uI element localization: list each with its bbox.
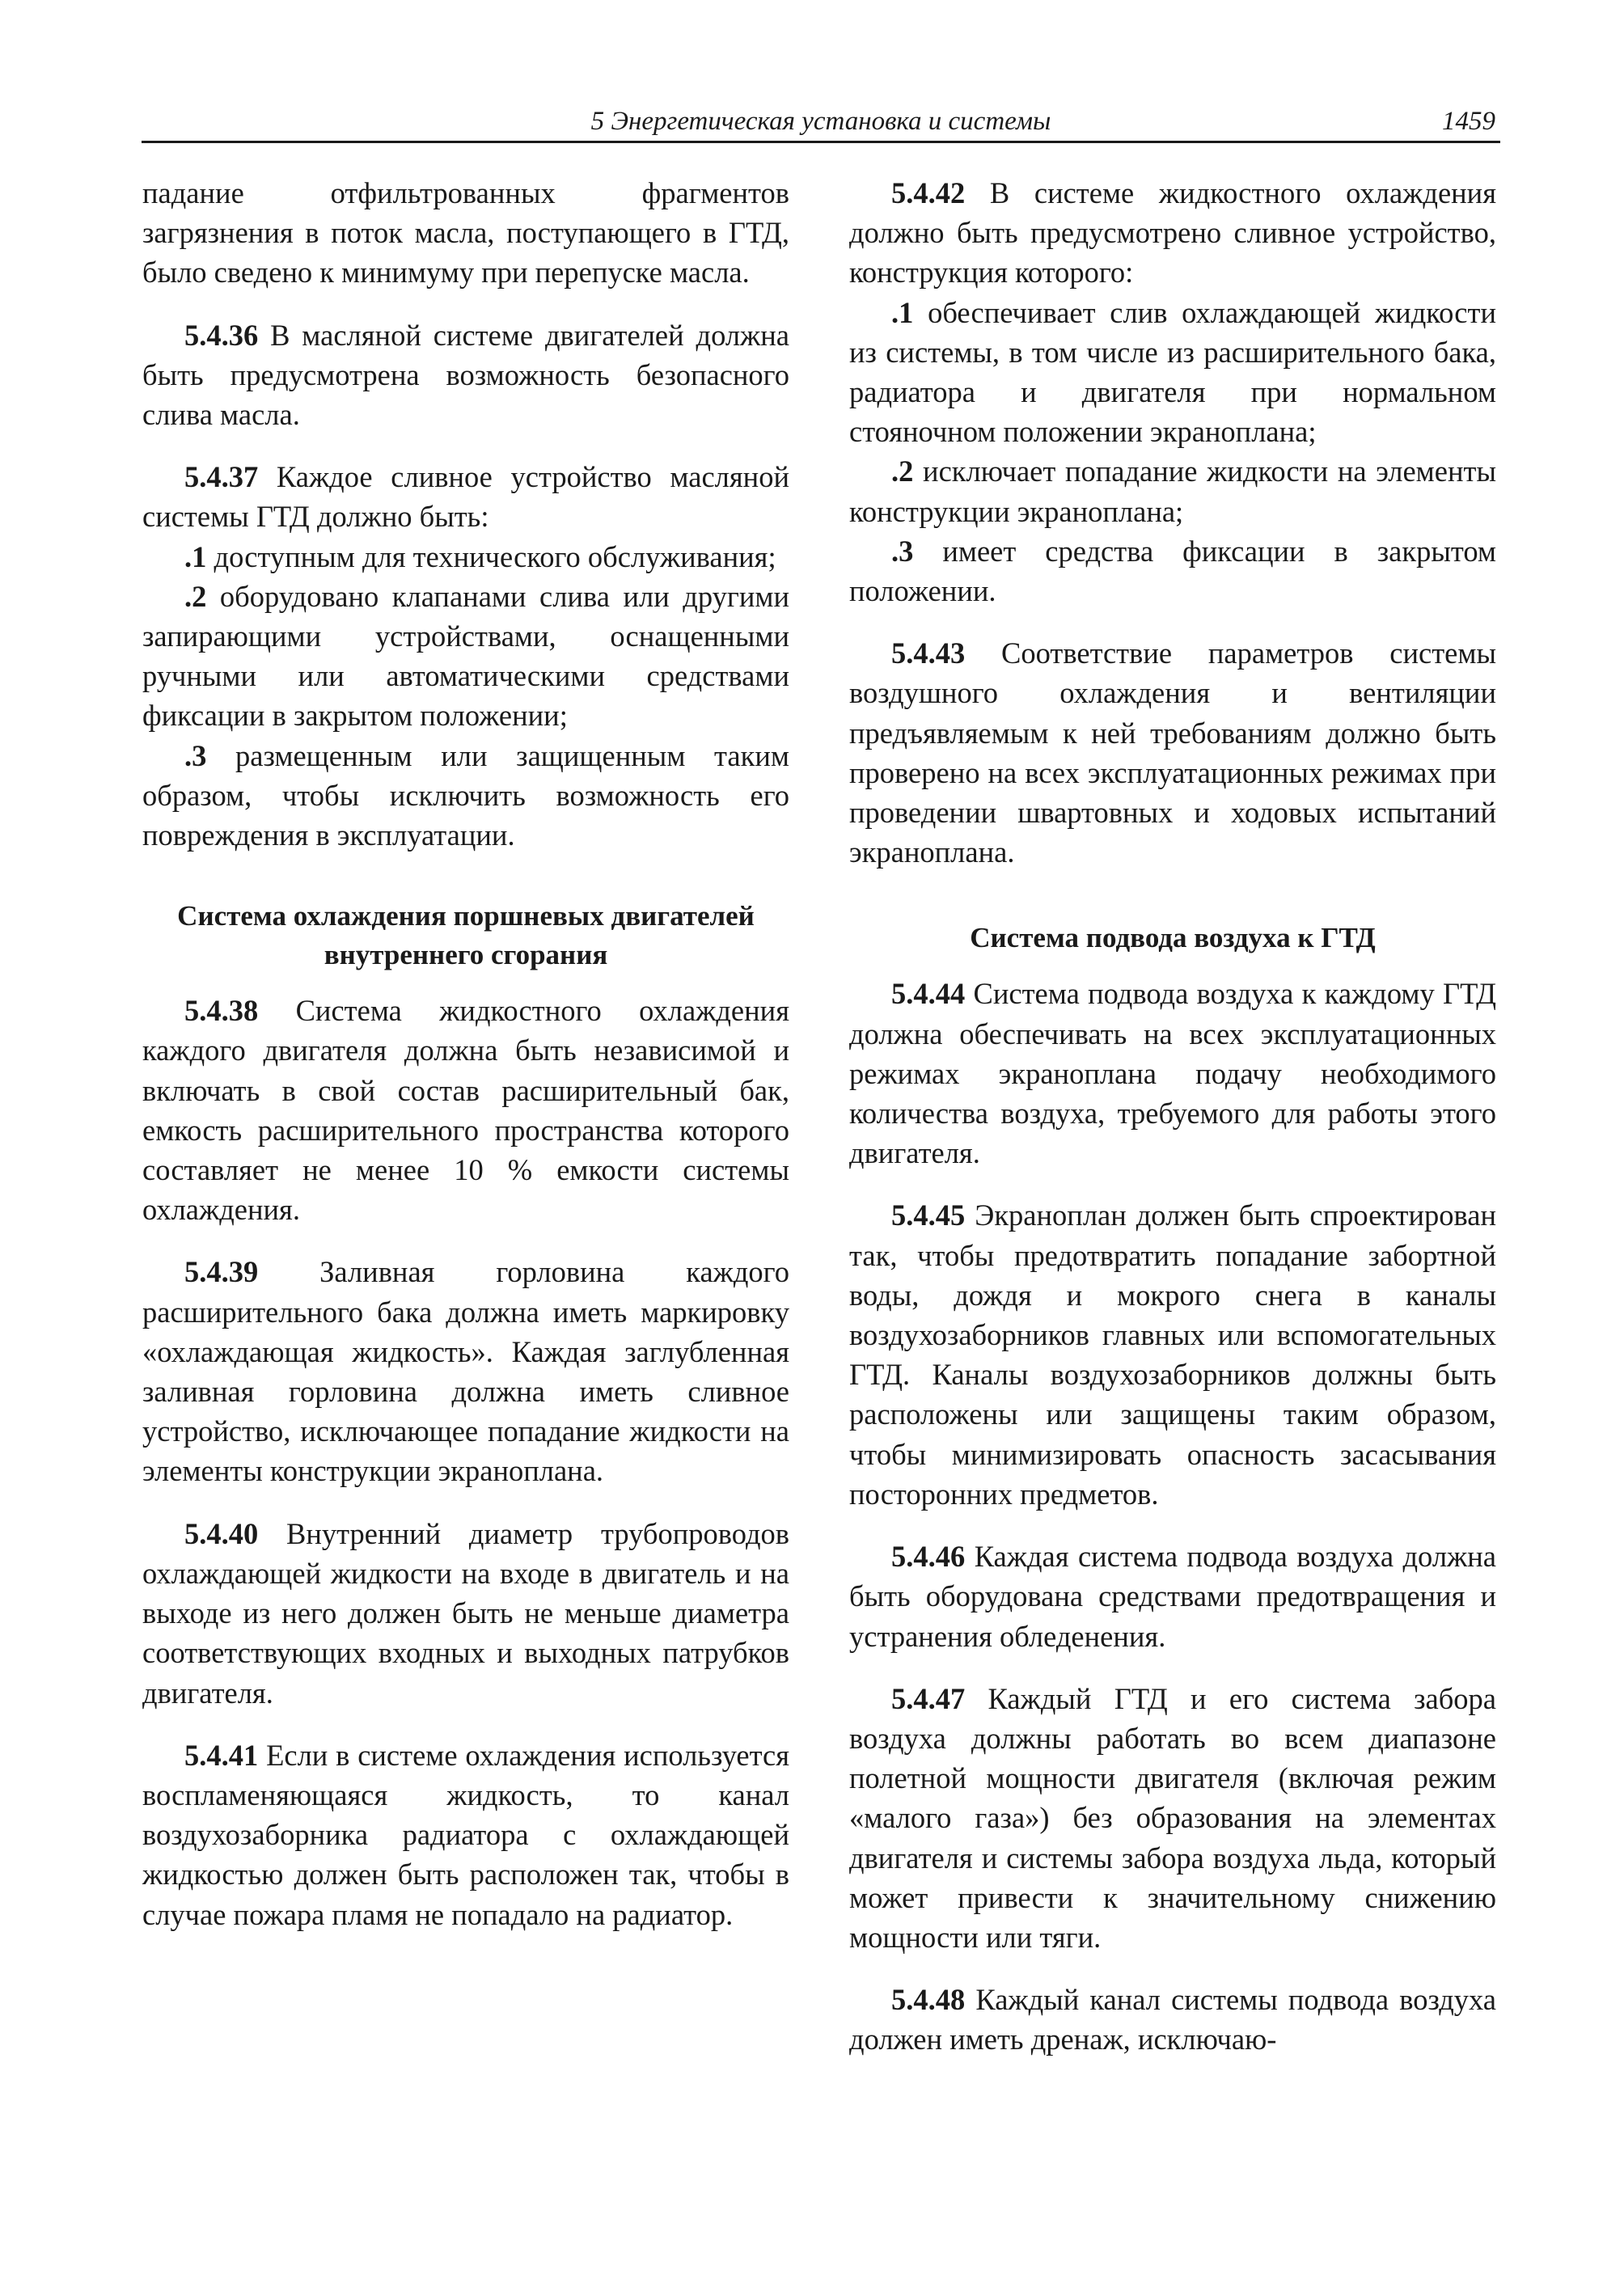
clause-number: 5.4.36 bbox=[184, 318, 259, 352]
item-text: доступным для технического обслуживания; bbox=[206, 539, 776, 573]
clause-text: Экраноплан должен быть спроектирован так, чтобы предотвратить попадание забортной воды, дождя и мокрого снега в каналы воздухозаборников главных или вспомогательных ГТД. Каналы воздухозаборников должны быть расположены или защищены таким образом, чтобы минимизировать опасность засасывания посторонних предметов. bbox=[849, 1198, 1496, 1511]
clause-5-4-37 bbox=[142, 457, 789, 536]
clause-5-4-36 bbox=[142, 315, 789, 435]
item-text: имеет средства фиксации в закрытом положении. bbox=[849, 534, 1496, 608]
left-column bbox=[142, 173, 789, 1934]
clause-number: 5.4.48 bbox=[891, 1983, 966, 2017]
clause-5-4-43 bbox=[849, 633, 1496, 872]
clause-5-4-37-item-1 bbox=[142, 537, 789, 577]
clause-5-4-39 bbox=[142, 1252, 789, 1490]
item-number: .3 bbox=[891, 534, 914, 568]
header-title: 5 Энергетическая установка и системы bbox=[590, 107, 1051, 136]
clause-text: Каждый ГТД и его система забора воздуха должны работать во всем диапазоне полетной мощности двигателя (включая режим «малого газа») без образования на элементах двигателя и системы забора воздуха льда, который может привести к значительному снижению мощности или тяги. bbox=[849, 1681, 1496, 1954]
clause-number: 5.4.39 bbox=[184, 1255, 259, 1289]
clause-5-4-42-item-1 bbox=[849, 293, 1496, 452]
clause-number: 5.4.38 bbox=[184, 994, 259, 1028]
item-text: размещенным или защищенным таким образом, чтобы исключить возможность его повреждения в эксплуатации. bbox=[142, 738, 789, 852]
section-heading-air-intake: Система подвода воздуха к ГТД bbox=[970, 922, 1376, 954]
clause-text: Заливная горловина каждого расширительного бака должна иметь маркировку «охлаждающая жидкость». Каждая заглубленная заливная горловина должна иметь сливное устройство, исключающее попадание жидкости на элементы конструкции экраноплана. bbox=[142, 1255, 789, 1488]
clause-5-4-46 bbox=[849, 1536, 1496, 1656]
clause-5-4-41 bbox=[142, 1735, 789, 1934]
clause-text: Система жидкостного охлаждения каждого двигателя должна быть независимой и включать в свой состав расширительный бак, емкость расширительного пространства которого составляет не менее 10 % емкости системы охлаждения. bbox=[142, 994, 789, 1227]
clause-text: Каждое сливное устройство масляной системы ГТД должно быть: bbox=[142, 460, 789, 534]
item-number: .1 bbox=[891, 295, 914, 329]
right-column bbox=[849, 173, 1496, 2060]
clause-number: 5.4.42 bbox=[891, 176, 966, 209]
clause-number: 5.4.45 bbox=[891, 1198, 966, 1232]
clause-text: Система подвода воздуха к каждому ГТД должна обеспечивать на всех эксплуатационных режимах экраноплана подачу необходимого количества воздуха, требуемого для работы этого двигателя. bbox=[849, 977, 1496, 1170]
section-heading-cooling: Система охлаждения поршневых двигателей внутреннего сгорания bbox=[177, 900, 755, 971]
clause-number: 5.4.41 bbox=[184, 1738, 259, 1772]
item-text: оборудовано клапанами слива или другими запирающими устройствами, оснащенными ручными или автоматическими средствами фиксации в закрытом положении; bbox=[142, 579, 789, 733]
clause-text: Соответствие параметров системы воздушного охлаждения и вентиляции предъявляемым к ней требованиям должно быть проверено на всех эксплуатационных режимах при проведении швартовных и ходовых испытаний экраноплана. bbox=[849, 636, 1496, 869]
item-number: .1 bbox=[184, 539, 207, 573]
running-header bbox=[142, 104, 1500, 143]
item-text: исключает попадание жидкости на элементы конструкции экраноплана; bbox=[849, 454, 1496, 528]
clause-5-4-45 bbox=[849, 1195, 1496, 1514]
clause-text: В системе жидкостного охлаждения должно быть предусмотрено сливное устройство, конструкция которого: bbox=[849, 176, 1496, 290]
item-number: .2 bbox=[891, 454, 914, 488]
clause-5-4-42-item-2 bbox=[849, 451, 1496, 530]
item-number: .3 bbox=[184, 738, 207, 772]
clause-5-4-42-item-3 bbox=[849, 531, 1496, 611]
clause-5-4-38 bbox=[142, 991, 789, 1229]
clause-5-4-37-item-2 bbox=[142, 577, 789, 736]
clause-5-4-44 bbox=[849, 974, 1496, 1173]
clause-text: Если в системе охлаждения используется воспламеняющаяся жидкость, то канал воздухозаборника радиатора с охлаждающей жидкостью должен быть расположен так, чтобы в случае пожара пламя не попадало на радиатор. bbox=[142, 1738, 789, 1931]
item-number: .2 bbox=[184, 579, 207, 613]
clause-5-4-42 bbox=[849, 173, 1496, 293]
clause-number: 5.4.46 bbox=[891, 1540, 966, 1574]
clause-5-4-37-item-3 bbox=[142, 736, 789, 856]
clause-number: 5.4.47 bbox=[891, 1681, 966, 1715]
clause-text: Каждая система подвода воздуха должна быть оборудована средствами предотвращения и устранения обледенения. bbox=[849, 1540, 1496, 1653]
clause-text: Каждый канал системы подвода воздуха должен иметь дренаж, исключаю- bbox=[849, 1983, 1496, 2056]
clause-5-4-47 bbox=[849, 1679, 1496, 1957]
paragraph-continued bbox=[142, 173, 789, 293]
clause-number: 5.4.37 bbox=[184, 460, 259, 494]
clause-number: 5.4.43 bbox=[891, 636, 966, 670]
clause-text: Внутренний диаметр трубопроводов охлаждающей жидкости на входе в двигатель и на выходе из него должен быть не меньше диаметра соответствующих входных и выходных патрубков двигателя. bbox=[142, 1516, 789, 1710]
paragraph-text: падание отфильтрованных фрагментов загрязнения в поток масла, поступающего в ГТД, было сведено к минимуму при перепуске масла. bbox=[142, 176, 789, 290]
clause-5-4-48 bbox=[849, 1980, 1496, 2059]
item-text: обеспечивает слив охлаждающей жидкости из системы, в том числе из расширительного бака, радиатора и двигателя при нормальном стояночном положении экраноплана; bbox=[849, 295, 1496, 449]
clause-number: 5.4.44 bbox=[891, 977, 966, 1011]
page-number: 1459 bbox=[1442, 107, 1495, 136]
clause-text: В масляной системе двигателей должна быть предусмотрена возможность безопасного слива масла. bbox=[142, 318, 789, 432]
clause-5-4-40 bbox=[142, 1514, 789, 1713]
clause-number: 5.4.40 bbox=[184, 1516, 259, 1550]
